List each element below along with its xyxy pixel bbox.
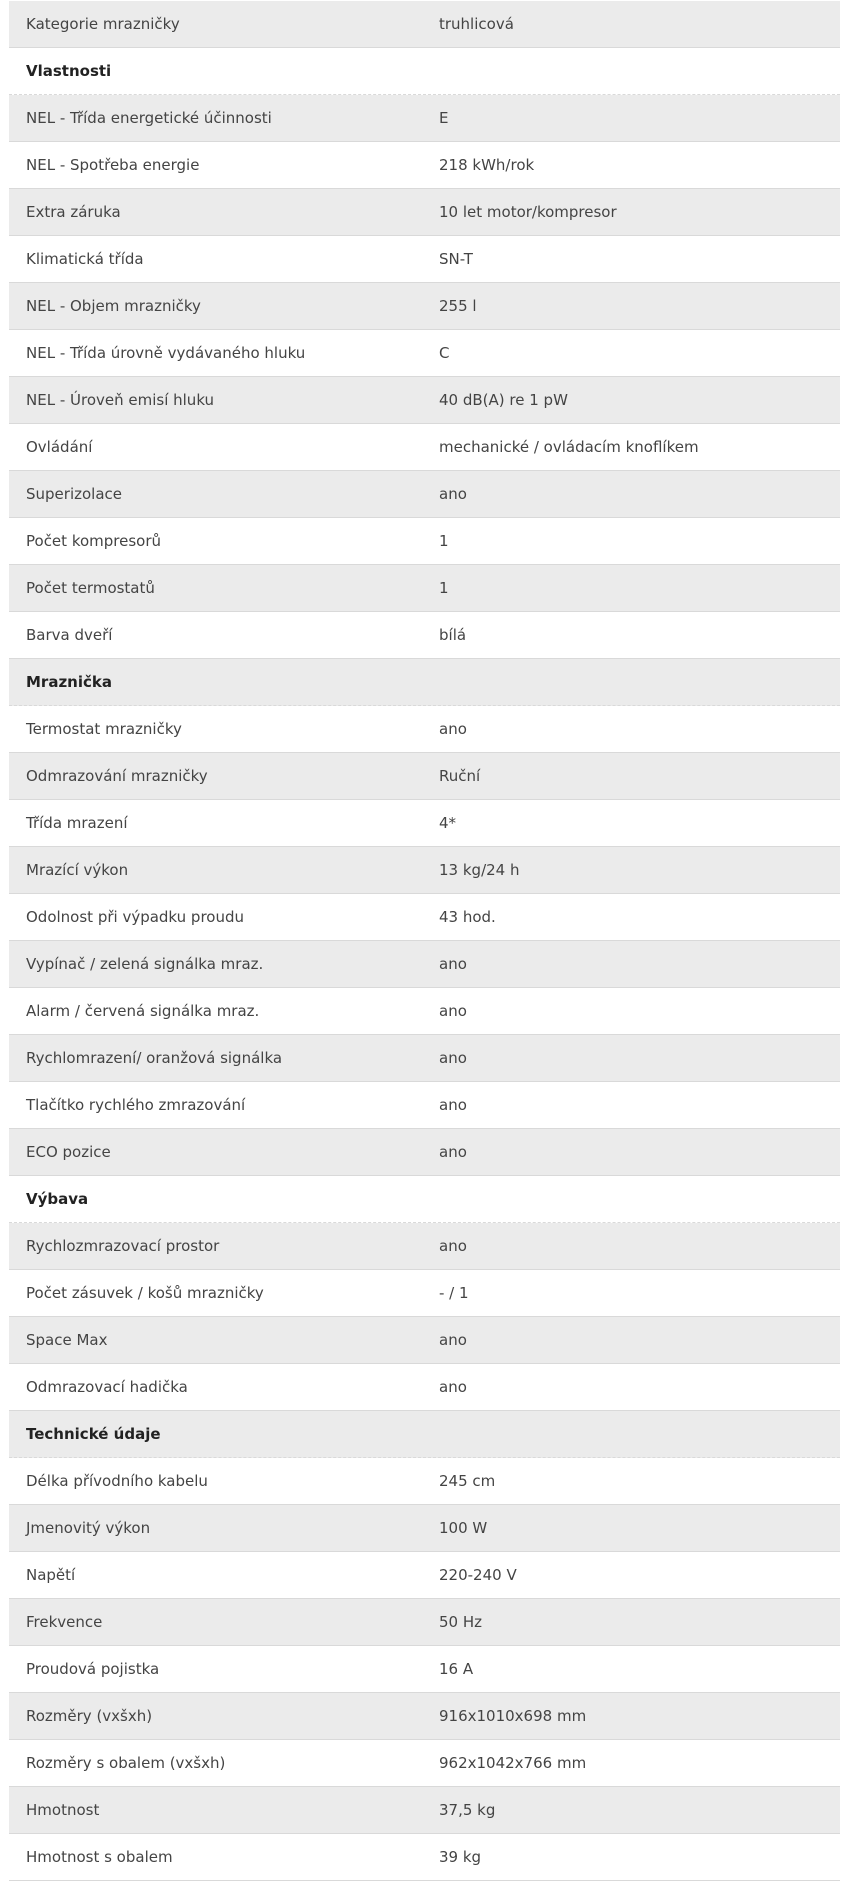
spec-row [9,1693,840,1740]
spec-value: ano [439,485,467,503]
spec-value: ano [439,1143,467,1161]
spec-row [9,1599,840,1646]
spec-row [9,612,840,659]
spec-value: E [439,109,449,127]
section-heading-row [9,48,840,95]
spec-label: Hmotnost [26,1801,100,1819]
spec-row [9,377,840,424]
spec-value: ano [439,1378,467,1396]
spec-row [9,1082,840,1129]
spec-label: Třída mrazení [26,814,128,832]
spec-value: 10 let motor/kompresor [439,203,617,221]
spec-row [9,1834,840,1881]
spec-label: Klimatická třída [26,250,144,268]
spec-label: Ovládání [26,438,93,456]
spec-label: Odolnost při výpadku proudu [26,908,245,926]
spec-label: Mrazící výkon [26,861,129,879]
spec-label: Počet kompresorů [26,532,162,550]
spec-value: 1 [439,579,449,597]
spec-label: Superizolace [26,485,122,503]
spec-row [9,424,840,471]
section-heading: Výbava [26,1190,89,1208]
spec-row [9,189,840,236]
spec-label: Napětí [26,1566,76,1584]
spec-row [9,1364,840,1411]
spec-value: 16 A [439,1660,474,1678]
section-heading-row [9,659,840,706]
spec-label: Termostat mrazničky [26,720,182,738]
spec-label: Barva dveří [26,626,113,644]
spec-label: NEL - Třída energetické účinnosti [26,109,272,127]
section-heading-row [9,1411,840,1458]
spec-row [9,1035,840,1082]
spec-label: Tlačítko rychlého zmrazování [26,1096,246,1114]
spec-label: ECO pozice [26,1143,111,1161]
spec-row [9,1740,840,1787]
spec-row [9,753,840,800]
spec-row [9,518,840,565]
spec-row [9,941,840,988]
spec-label: Odmrazování mrazničky [26,767,208,785]
spec-label: Extra záruka [26,203,121,221]
spec-value: 39 kg [439,1848,482,1866]
spec-value: 1 [439,532,449,550]
spec-label: Rozměry (vxšxh) [26,1707,153,1725]
spec-value: ano [439,1096,467,1114]
spec-value: 100 W [439,1519,488,1537]
spec-row [9,1458,840,1505]
spec-value: ano [439,1049,467,1067]
spec-row [9,1129,840,1176]
spec-row [9,1270,840,1317]
spec-row [9,1787,840,1834]
spec-value: 13 kg/24 h [439,861,520,879]
spec-row [9,1223,840,1270]
spec-value: ano [439,1331,467,1349]
spec-row [9,565,840,612]
spec-value: ano [439,1002,467,1020]
spec-value: bílá [439,626,467,644]
spec-value: 40 dB(A) re 1 pW [439,391,568,409]
spec-label: Alarm / červená signálka mraz. [26,1002,260,1020]
spec-value: 4* [439,814,457,832]
spec-row [9,894,840,941]
spec-value: truhlicová [439,15,514,33]
spec-row [9,142,840,189]
spec-label: Rychlomrazení/ oranžová signálka [26,1049,283,1067]
spec-row [9,1317,840,1364]
section-heading: Technické údaje [26,1425,161,1443]
spec-value: 245 cm [439,1472,496,1490]
spec-value: 37,5 kg [439,1801,496,1819]
spec-label: Kategorie mrazničky [26,15,180,33]
spec-value: 218 kWh/rok [439,156,535,174]
spec-value: C [439,344,450,362]
spec-row [9,847,840,894]
spec-label: Vypínač / zelená signálka mraz. [26,955,264,973]
spec-label: Rozměry s obalem (vxšxh) [26,1754,226,1772]
spec-row [9,1,840,48]
spec-label: NEL - Úroveň emisí hluku [26,391,215,409]
spec-row [9,988,840,1035]
spec-value: Ruční [439,767,481,785]
spec-row [9,283,840,330]
spec-row [9,471,840,518]
section-heading: Mraznička [26,673,112,691]
spec-row [9,706,840,753]
section-heading-row [9,1176,840,1223]
spec-value: ano [439,720,467,738]
spec-value: mechanické / ovládacím knoflíkem [439,438,699,456]
spec-label: Počet zásuvek / košů mrazničky [26,1284,264,1302]
spec-label: Jmenovitý výkon [26,1519,151,1537]
spec-value: 50 Hz [439,1613,483,1631]
spec-value: 962x1042x766 mm [439,1754,587,1772]
spec-value: 916x1010x698 mm [439,1707,587,1725]
spec-label: Rychlozmrazovací prostor [26,1237,220,1255]
spec-value: 220-240 V [439,1566,517,1584]
spec-label: NEL - Spotřeba energie [26,156,200,174]
spec-value: 255 l [439,297,477,315]
spec-row [9,1505,840,1552]
spec-value: ano [439,955,467,973]
spec-row [9,236,840,283]
spec-row [9,800,840,847]
spec-row [9,95,840,142]
section-heading: Vlastnosti [26,62,112,80]
spec-value: - / 1 [439,1284,469,1302]
spec-label: Proudová pojistka [26,1660,160,1678]
spec-value: SN-T [439,250,473,268]
spec-label: Počet termostatů [26,579,155,597]
spec-label: Délka přívodního kabelu [26,1472,208,1490]
spec-row [9,1552,840,1599]
spec-label: Odmrazovací hadička [26,1378,188,1396]
spec-label: Space Max [26,1331,108,1349]
spec-value: 43 hod. [439,908,496,926]
spec-label: Frekvence [26,1613,103,1631]
spec-value: ano [439,1237,467,1255]
spec-row [9,330,840,377]
spec-label: Hmotnost s obalem [26,1848,173,1866]
spec-label: NEL - Třída úrovně vydávaného hluku [26,344,306,362]
spec-label: NEL - Objem mrazničky [26,297,201,315]
spec-row [9,1646,840,1693]
spec-table [9,1,840,1881]
